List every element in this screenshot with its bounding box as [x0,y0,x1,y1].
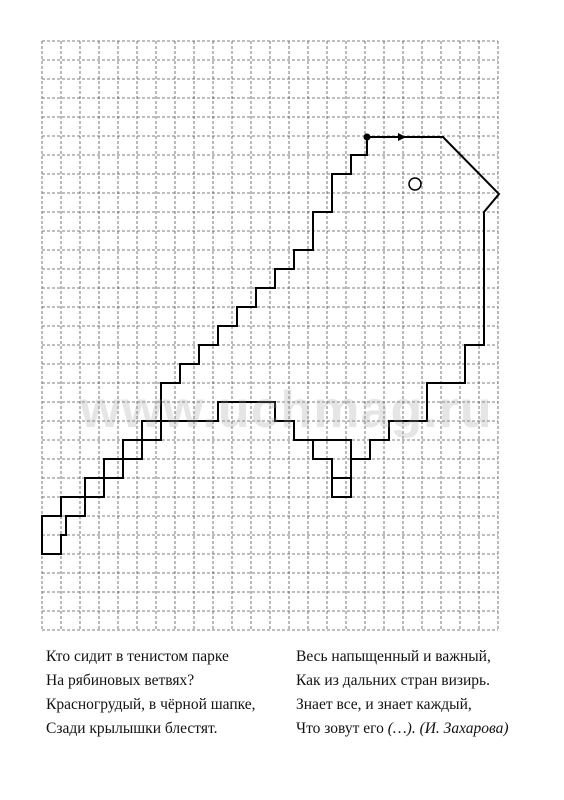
direction-arrow-icon [398,133,406,141]
answer-blank: (…). [387,720,416,737]
poem-line: Кто сидит в тенистом парке [46,648,229,665]
poem-attribution: (И. Захарова) [419,720,509,737]
dashed-grid [42,41,498,630]
watermark-text: www.uchmag.ru [80,381,493,439]
poem-right-column [296,645,509,741]
poem-line: Весь напыщенный и важный, [296,648,491,665]
poem-line: Красногрудый, в чёрной шапке, [46,696,256,713]
wing-line [313,440,351,478]
start-dot-icon [364,134,371,141]
bird-outline [42,137,499,554]
poem-line: Сзади крылышки блестят. [46,720,218,737]
poem-last-line [296,717,509,741]
poem-left-column [46,645,256,741]
poem-line: Знает все, и знает каждый, [296,696,472,713]
poem-line-prefix: Что зовут его [296,720,388,737]
bird-eye-icon [409,178,421,190]
poem-line: На рябиновых ветвях? [46,672,195,689]
poem-line: Как из дальних стран визирь. [296,672,490,689]
